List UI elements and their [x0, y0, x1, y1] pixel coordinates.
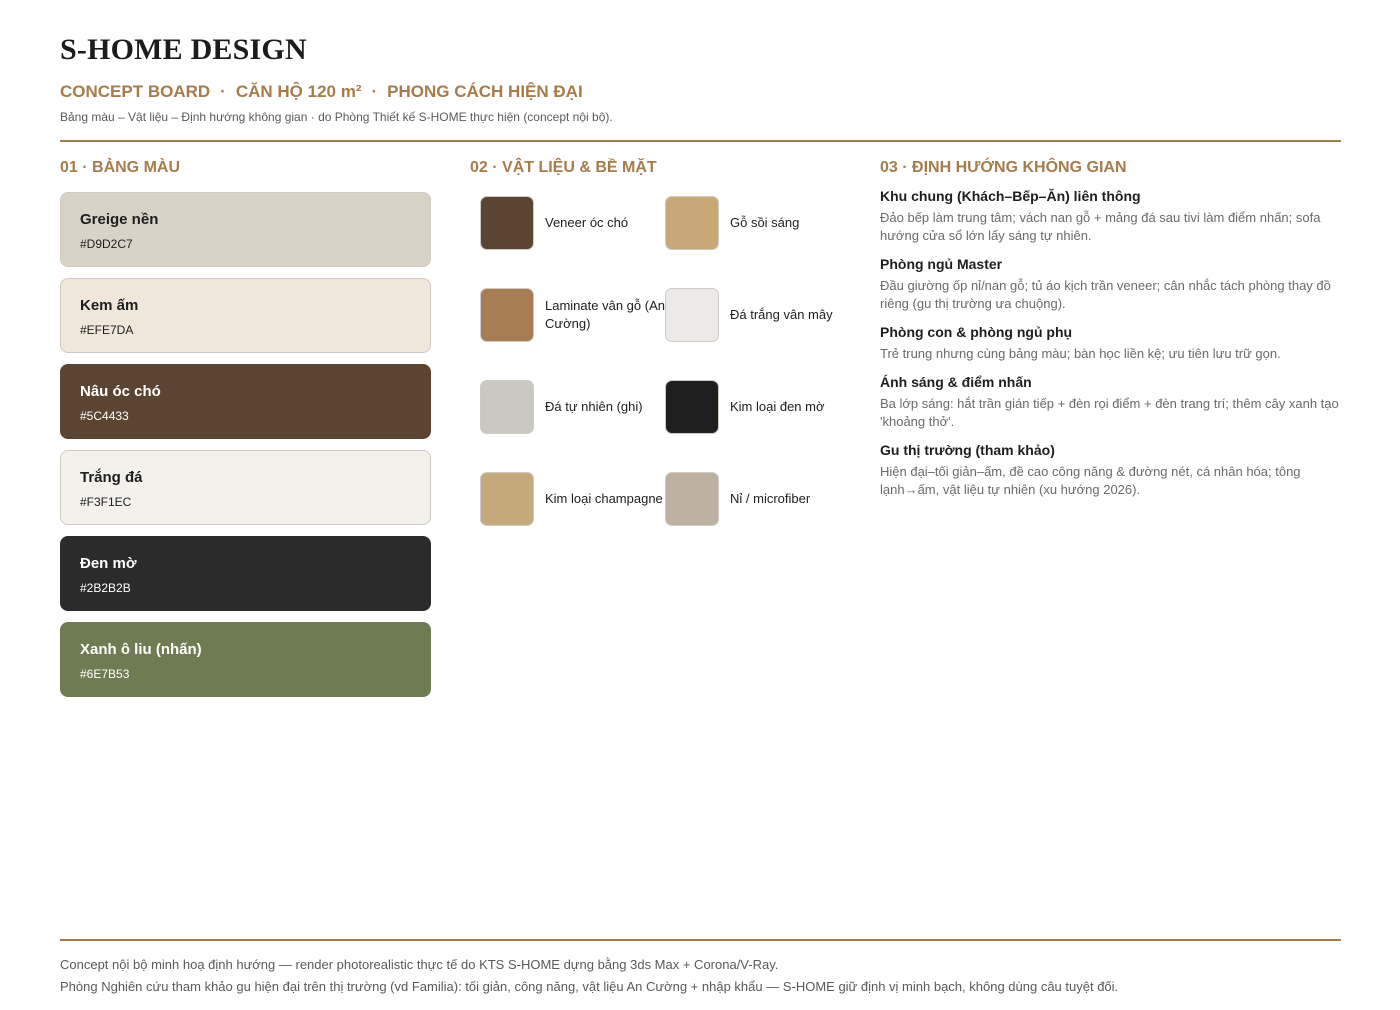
material-item — [480, 288, 665, 342]
swatch-hex: #EFE7DA — [80, 323, 134, 337]
material-label: Đá trắng vân mây — [730, 307, 833, 322]
footer-divider — [60, 939, 1341, 941]
material-chip — [480, 380, 534, 434]
space-text: Đầu giường ốp nỉ/nan gỗ; tủ áo kịch trần veneer; cân nhắc tách phòng thay đồ riêng (gu thị trường ưa chuộng). — [880, 278, 1331, 311]
footer-line-1: Concept nội bộ minh hoạ định hướng — render photorealistic thực tế do KTS S-HOME dựng bằng 3ds Max + Corona/V-Ray. — [60, 957, 779, 972]
space-heading: Phòng con & phòng ngủ phụ — [880, 324, 1073, 340]
material-chip — [480, 472, 534, 526]
material-chip — [480, 288, 534, 342]
footer-notes — [60, 954, 1350, 998]
space-directions — [880, 187, 1340, 509]
subtitle-separator: · — [220, 82, 226, 101]
material-label: Laminate vân gỗ (An Cường) — [545, 298, 665, 331]
swatch-hex: #D9D2C7 — [80, 237, 133, 251]
materials-title: 02 · VẬT LIỆU & BỀ MẶT — [470, 159, 657, 176]
brand-title: S-HOME DESIGN — [60, 33, 307, 66]
space-block — [880, 323, 1340, 363]
materials-grid — [480, 196, 860, 526]
space-heading: Ánh sáng & điểm nhấn — [880, 374, 1032, 390]
swatch-name: Đen mờ — [80, 555, 137, 572]
space-block — [880, 255, 1340, 313]
swatch-name: Xanh ô liu (nhấn) — [80, 641, 202, 658]
footer-line-2: Phòng Nghiên cứu tham khảo gu hiện đại trên thị trường (vd Familia): tối giản, công năng, vật liệu An Cường + nhập khẩu — S-HOME giữ định vị minh bạch, không dùng câu tuyệt đối. — [60, 979, 1119, 994]
spaces-title: 03 · ĐỊNH HƯỚNG KHÔNG GIAN — [880, 159, 1127, 176]
space-heading: Phòng ngủ Master — [880, 256, 1003, 272]
board-description: Bảng màu – Vật liệu – Định hướng không gian · do Phòng Thiết kế S-HOME thực hiện (concept nội bộ). — [60, 110, 613, 124]
space-text: Trẻ trung nhưng cùng bảng màu; bàn học liền kệ; ưu tiên lưu trữ gọn. — [880, 346, 1281, 361]
subtitle-board: CONCEPT BOARD — [60, 82, 211, 101]
material-chip — [665, 472, 719, 526]
material-item — [665, 288, 850, 342]
space-heading: Khu chung (Khách–Bếp–Ăn) liên thông — [880, 188, 1141, 204]
material-label: Gỗ sồi sáng — [730, 215, 800, 230]
swatch-name: Trắng đá — [80, 469, 143, 486]
material-chip — [665, 196, 719, 250]
material-item — [480, 380, 665, 434]
space-block — [880, 187, 1340, 245]
material-item — [480, 472, 665, 526]
board-subtitle — [60, 82, 583, 102]
color-swatch — [60, 450, 431, 525]
space-text: Ba lớp sáng: hắt trần gián tiếp + đèn rọi điểm + đèn trang trí; thêm cây xanh tạo 'khoảng thở'. — [880, 396, 1339, 429]
material-chip — [480, 196, 534, 250]
color-swatch — [60, 364, 431, 439]
space-text: Hiện đại–tối giản–ấm, đề cao công năng & đường nét, cá nhân hóa; tông lạnh→ấm, vật liệu tự nhiên (xu hướng 2026). — [880, 464, 1301, 497]
material-label: Veneer óc chó — [545, 215, 629, 230]
color-palette — [60, 192, 431, 708]
subtitle-apartment: CĂN HỘ 120 m² — [235, 82, 362, 101]
swatch-hex: #F3F1EC — [80, 495, 132, 509]
material-label: Kim loại đen mờ — [730, 399, 825, 414]
subtitle-style: PHONG CÁCH HIỆN ĐẠI — [387, 82, 583, 101]
color-swatch — [60, 536, 431, 611]
material-label: Nỉ / microfiber — [730, 491, 811, 506]
swatch-hex: #5C4433 — [80, 409, 129, 423]
space-text: Đảo bếp làm trung tâm; vách nan gỗ + mảng đá sau tivi làm điểm nhấn; sofa hướng cửa sổ lớn lấy sáng tự nhiên. — [880, 210, 1321, 243]
material-chip — [665, 380, 719, 434]
material-item — [665, 196, 850, 250]
swatch-name: Nâu óc chó — [80, 383, 161, 400]
swatch-name: Greige nền — [80, 211, 159, 228]
color-swatch — [60, 192, 431, 267]
swatch-hex: #2B2B2B — [80, 581, 131, 595]
material-item — [480, 196, 665, 250]
material-item — [665, 472, 850, 526]
palette-title: 01 · BẢNG MÀU — [60, 159, 181, 176]
space-block — [880, 441, 1340, 499]
swatch-name: Kem ấm — [80, 297, 139, 314]
header-divider — [60, 140, 1341, 142]
material-chip — [665, 288, 719, 342]
space-heading: Gu thị trường (tham khảo) — [880, 442, 1055, 458]
swatch-hex: #6E7B53 — [80, 667, 130, 681]
color-swatch — [60, 622, 431, 697]
material-label: Đá tự nhiên (ghi) — [545, 399, 643, 414]
color-swatch — [60, 278, 431, 353]
space-block — [880, 373, 1340, 431]
subtitle-separator: · — [371, 82, 378, 101]
material-item — [665, 380, 850, 434]
material-label: Kim loại champagne — [545, 491, 663, 506]
